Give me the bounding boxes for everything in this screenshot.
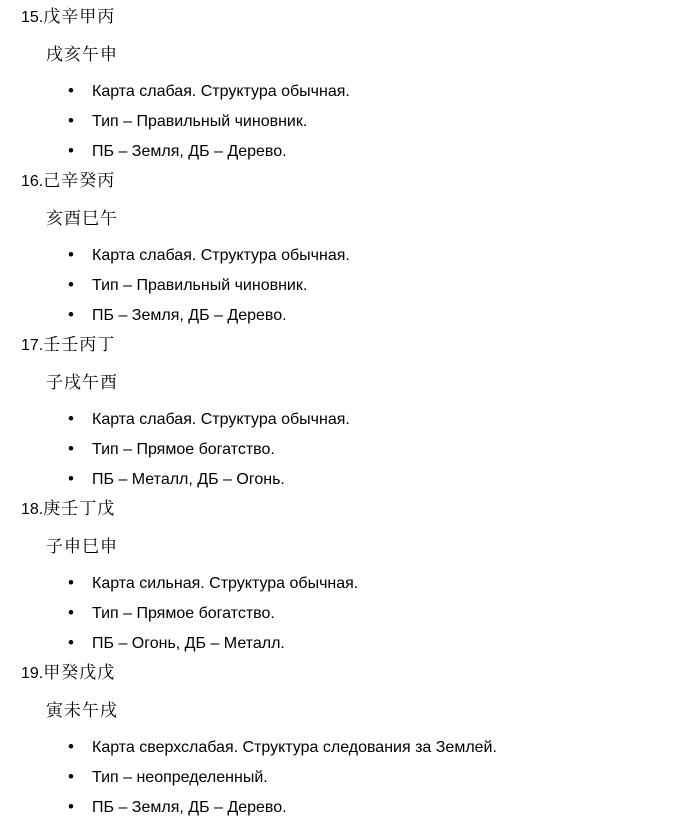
list-item: [21, 732, 673, 762]
bullet-icon: •: [68, 603, 74, 622]
bullet-icon: •: [68, 797, 74, 816]
earthly-branches: 寅未午戌: [46, 701, 118, 720]
list-item: [21, 240, 673, 270]
list-item: [21, 106, 673, 136]
bullet-icon: •: [68, 141, 74, 160]
bullet-icon: •: [68, 275, 74, 294]
list-item: [21, 568, 673, 598]
entry-number: 16.: [21, 173, 44, 190]
heavenly-stems: 壬壬丙丁: [43, 335, 116, 354]
bullet-list: [21, 76, 673, 166]
list-item: [21, 270, 673, 300]
heavenly-stems: 己辛癸丙: [43, 171, 116, 190]
list-item: [21, 434, 673, 464]
list-item: [21, 598, 673, 628]
list-item: [21, 300, 673, 330]
bullet-list: [21, 568, 673, 658]
entry-heading: [21, 497, 673, 522]
list-item: [21, 136, 673, 166]
bullet-icon: •: [68, 305, 74, 324]
chart-entry: [21, 661, 673, 822]
bullet-text: ПБ – Земля, ДБ – Дерево.: [92, 307, 287, 324]
list-item: [21, 792, 673, 822]
bullet-list: [21, 732, 673, 822]
earthly-branches: 亥酉巳午: [46, 209, 118, 228]
bullet-text: Тип – неопределенный.: [92, 769, 268, 786]
bullet-text: Карта слабая. Структура обычная.: [92, 411, 350, 428]
list-item: [21, 464, 673, 494]
entry-heading: [21, 5, 673, 30]
bullet-icon: •: [68, 633, 74, 652]
entry-number: 17.: [21, 337, 44, 354]
bullet-list: [21, 240, 673, 330]
entry-heading: [21, 333, 673, 358]
bullet-text: ПБ – Металл, ДБ – Огонь.: [92, 471, 285, 488]
bullet-text: Карта сверхслабая. Структура следования за Землей.: [92, 739, 497, 756]
list-item: [21, 404, 673, 434]
heavenly-stems: 甲癸戊戊: [43, 663, 116, 682]
bullet-icon: •: [68, 469, 74, 488]
earthly-branches: 子申巳申: [46, 537, 118, 556]
list-item: [21, 76, 673, 106]
entry-number: 19.: [21, 665, 44, 682]
entry-number: 18.: [21, 501, 44, 518]
list-item: [21, 628, 673, 658]
earthly-branches: 子戌午酉: [46, 373, 118, 392]
bullet-text: Тип – Правильный чиновник.: [92, 113, 308, 130]
bullet-text: Карта слабая. Структура обычная.: [92, 247, 350, 264]
bullet-text: Карта слабая. Структура обычная.: [92, 83, 350, 100]
earthly-branches: 戌亥午申: [46, 45, 118, 64]
chart-entry: [21, 169, 673, 330]
bullet-icon: •: [68, 111, 74, 130]
bullet-text: ПБ – Огонь, ДБ – Металл.: [92, 635, 285, 652]
bullet-icon: •: [68, 409, 74, 428]
chart-entry: [21, 497, 673, 658]
chart-entry: [21, 333, 673, 494]
bullet-text: Карта сильная. Структура обычная.: [92, 575, 359, 592]
heavenly-stems: 戊辛甲丙: [43, 7, 116, 26]
entry-heading: [21, 661, 673, 686]
list-item: [21, 762, 673, 792]
bullet-list: [21, 404, 673, 494]
bullet-icon: •: [68, 767, 74, 786]
bullet-text: Тип – Прямое богатство.: [92, 441, 275, 458]
entry-heading: [21, 169, 673, 194]
bullet-icon: •: [68, 439, 74, 458]
entry-number: 15.: [21, 9, 44, 26]
bullet-text: ПБ – Земля, ДБ – Дерево.: [92, 143, 287, 160]
bullet-text: ПБ – Земля, ДБ – Дерево.: [92, 799, 287, 816]
bullet-icon: •: [68, 81, 74, 100]
heavenly-stems: 庚壬丁戊: [43, 499, 116, 518]
bullet-icon: •: [68, 245, 74, 264]
bullet-text: Тип – Прямое богатство.: [92, 605, 275, 622]
bullet-icon: •: [68, 737, 74, 756]
bullet-text: Тип – Правильный чиновник.: [92, 277, 308, 294]
bullet-icon: •: [68, 573, 74, 592]
chart-entry: [21, 5, 673, 166]
